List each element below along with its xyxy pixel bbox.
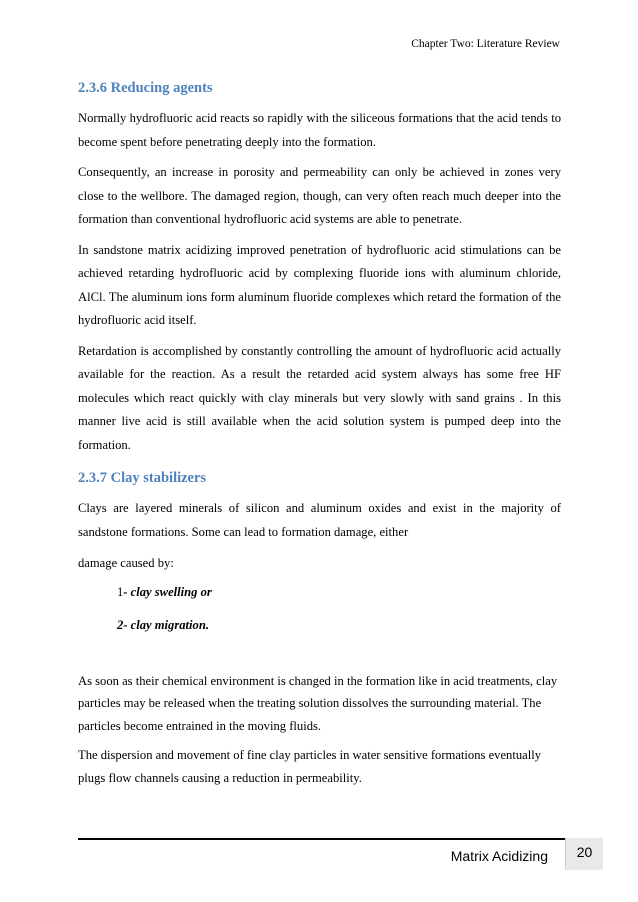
footer-title: Matrix Acidizing: [450, 848, 548, 864]
paragraph: Retardation is accomplished by constantly controlling the amount of hydrofluoric acid actually available for the reaction. As a result the retarded acid system always has some free HF molecules which react quickly with clay minerals but very slowly with sand grains . In this manner live acid is still available when the acid solution system is pumped deep into the formation.: [78, 343, 561, 452]
damage-cause-list: [78, 584, 561, 634]
paragraph: damage caused by:: [78, 556, 174, 570]
list-item-text: - clay swelling or: [123, 584, 212, 599]
list-item-number: 1: [117, 584, 124, 599]
list-item: [117, 584, 561, 601]
paragraph: Normally hydrofluoric acid reacts so rapidly with the siliceous formations that the acid tends to become spent before penetrating deeply into the formation.: [78, 111, 561, 149]
section-heading: 2.3.7 Clay stabilizers: [78, 470, 207, 486]
paragraph: The dispersion and movement of fine clay particles in water sensitive formations eventually plugs flow channels causing a reduction in permeability.: [78, 748, 542, 785]
list-item-text: 2- clay migration.: [117, 617, 209, 632]
paragraph: As soon as their chemical environment is changed in the formation like in acid treatments, clay particles may be released when the treating solution dissolves the surrounding material. The particles become entrained in the moving fluids.: [78, 673, 558, 733]
paragraph: Consequently, an increase in porosity and permeability can only be achieved in zones very close to the wellbore. The damaged region, though, can very often reach much deeper into the formation than conventional hydrofluoric acid systems are able to penetrate.: [78, 165, 561, 226]
paragraph: In sandstone matrix acidizing improved penetration of hydrofluoric acid stimulations can be achieved retarding hydrofluoric acid by complexing fluoride ions with aluminum chloride, AlCl. The aluminum ions form aluminum fluoride complexes which retard the formation of the hydrofluoric acid itself.: [78, 242, 561, 327]
page-body: [78, 78, 561, 789]
after-list-text: [78, 670, 561, 790]
page-number-box: [565, 838, 603, 870]
running-header: Chapter Two: Literature Review: [411, 38, 560, 50]
section-heading: 2.3.6 Reducing agents: [78, 80, 213, 96]
paragraph: Clays are layered minerals of silicon and aluminum oxides and exist in the majority of sandstone formations. Some can lead to formation damage, either: [78, 501, 561, 539]
page-number: 20: [576, 844, 593, 860]
list-item: [117, 617, 561, 634]
footer-rule: [78, 838, 571, 840]
